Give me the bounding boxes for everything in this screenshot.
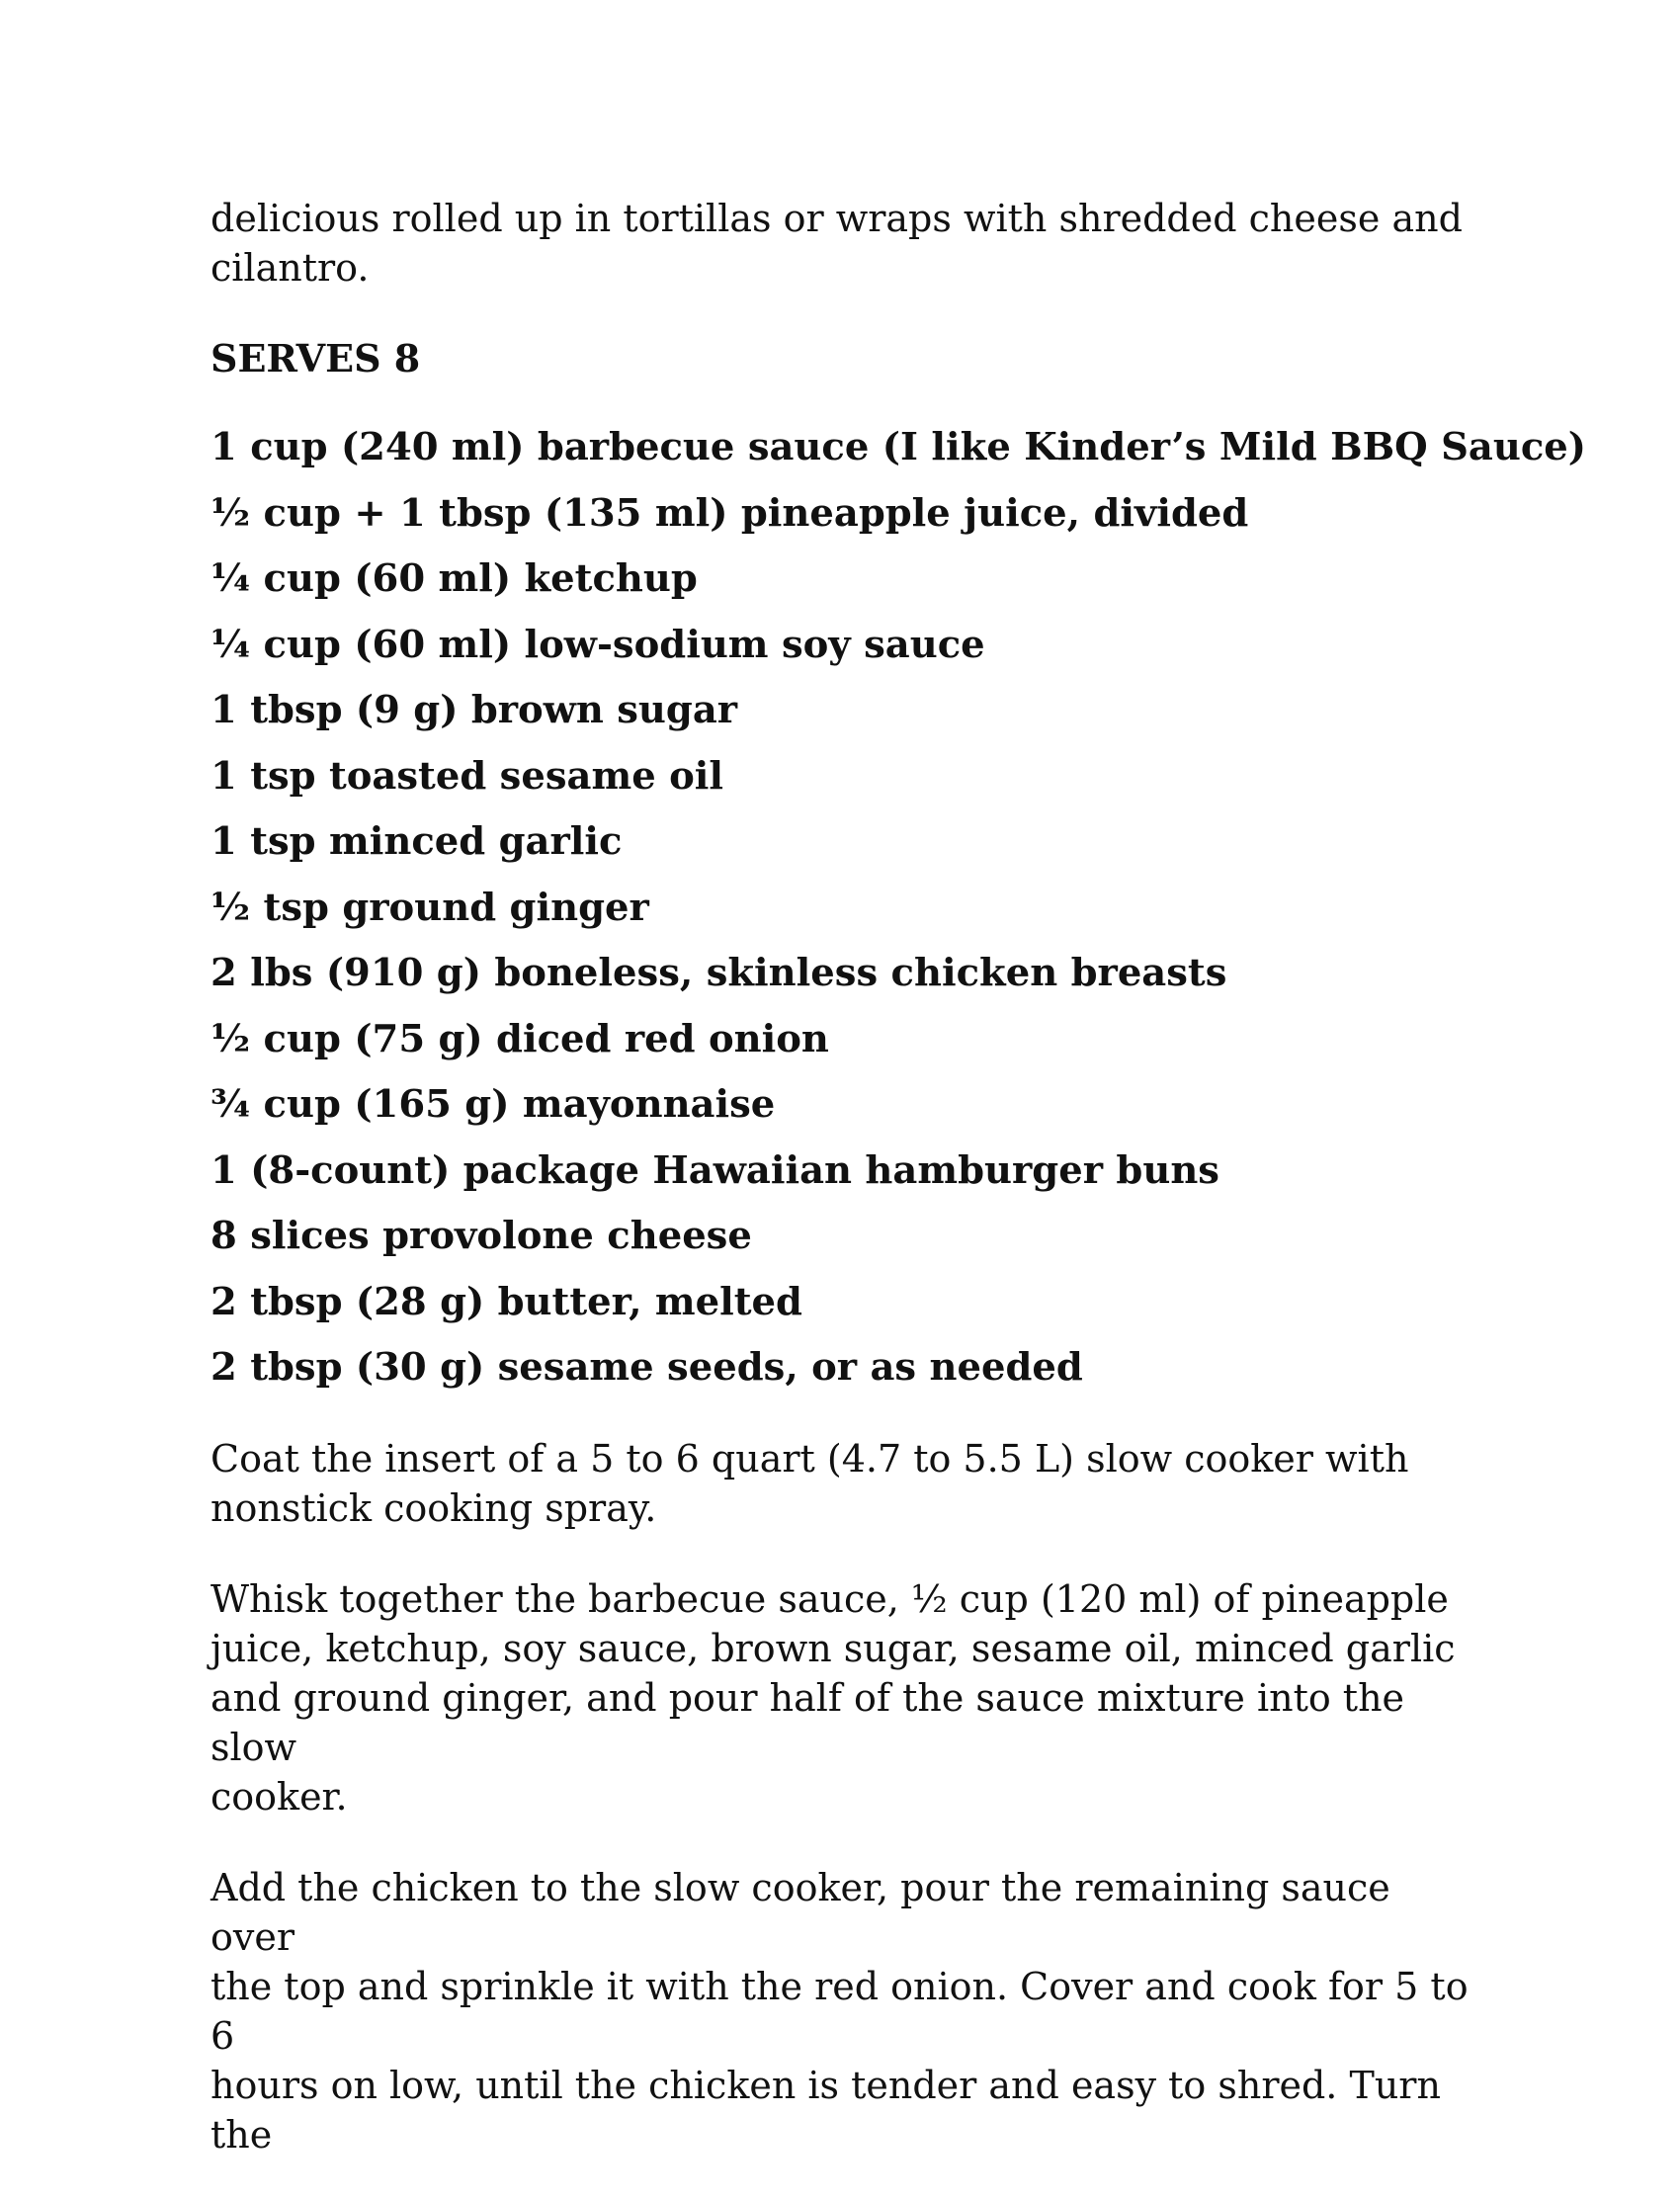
- ingredient-item: 2 tbsp (30 g) sesame seeds, or as needed: [210, 1345, 1083, 1390]
- ingredient-list: [210, 423, 1586, 1393]
- ingredient-item: 1 (8-count) package Hawaiian hamburger buns: [210, 1147, 1219, 1193]
- ingredient-item: 1 cup (240 ml) barbecue sauce (I like Kinder’s Mild BBQ Sauce): [210, 425, 1586, 469]
- instruction-step: Add the chicken to the slow cooker, pour the remaining sauce over the top and sprinkle it with the red onion. Cover and cook for 5 to 6 hours on low, until the chicken is tender and easy to shred. Turn the: [210, 1866, 1469, 2157]
- recipe-page: [210, 194, 1586, 2201]
- serves-heading: SERVES 8: [210, 336, 421, 381]
- ingredient-item: 1 tsp toasted sesame oil: [210, 753, 724, 799]
- instruction-step: Coat the insert of a 5 to 6 quart (4.7 to 5.5 L) slow cooker with nonstick cooking spray.: [210, 1437, 1409, 1530]
- ingredient-item: ½ tsp ground ginger: [210, 885, 649, 930]
- ingredient-item: ½ cup (75 g) diced red onion: [210, 1016, 829, 1061]
- ingredient-item: 2 lbs (910 g) boneless, skinless chicken breasts: [210, 951, 1227, 995]
- ingredient-item: 1 tsp minced garlic: [210, 819, 623, 864]
- ingredient-item: ½ cup + 1 tbsp (135 ml) pineapple juice, divided: [210, 490, 1249, 536]
- ingredient-item: 1 tbsp (9 g) brown sugar: [210, 688, 738, 732]
- instruction-step: Whisk together the barbecue sauce, ½ cup (120 ml) of pineapple juice, ketchup, soy sauce, brown sugar, sesame oil, minced garlic and ground ginger, and pour half of the sauce mixture into the slow cooker.: [210, 1577, 1456, 1819]
- ingredient-item: ¼ cup (60 ml) low-sodium soy sauce: [210, 622, 985, 667]
- ingredient-item: ¾ cup (165 g) mayonnaise: [210, 1082, 776, 1127]
- ingredient-item: 2 tbsp (28 g) butter, melted: [210, 1279, 802, 1324]
- intro-paragraph: delicious rolled up in tortillas or wraps with shredded cheese and cilantro.: [210, 197, 1463, 290]
- ingredient-item: 8 slices provolone cheese: [210, 1214, 752, 1258]
- ingredient-item: ¼ cup (60 ml) ketchup: [210, 556, 698, 601]
